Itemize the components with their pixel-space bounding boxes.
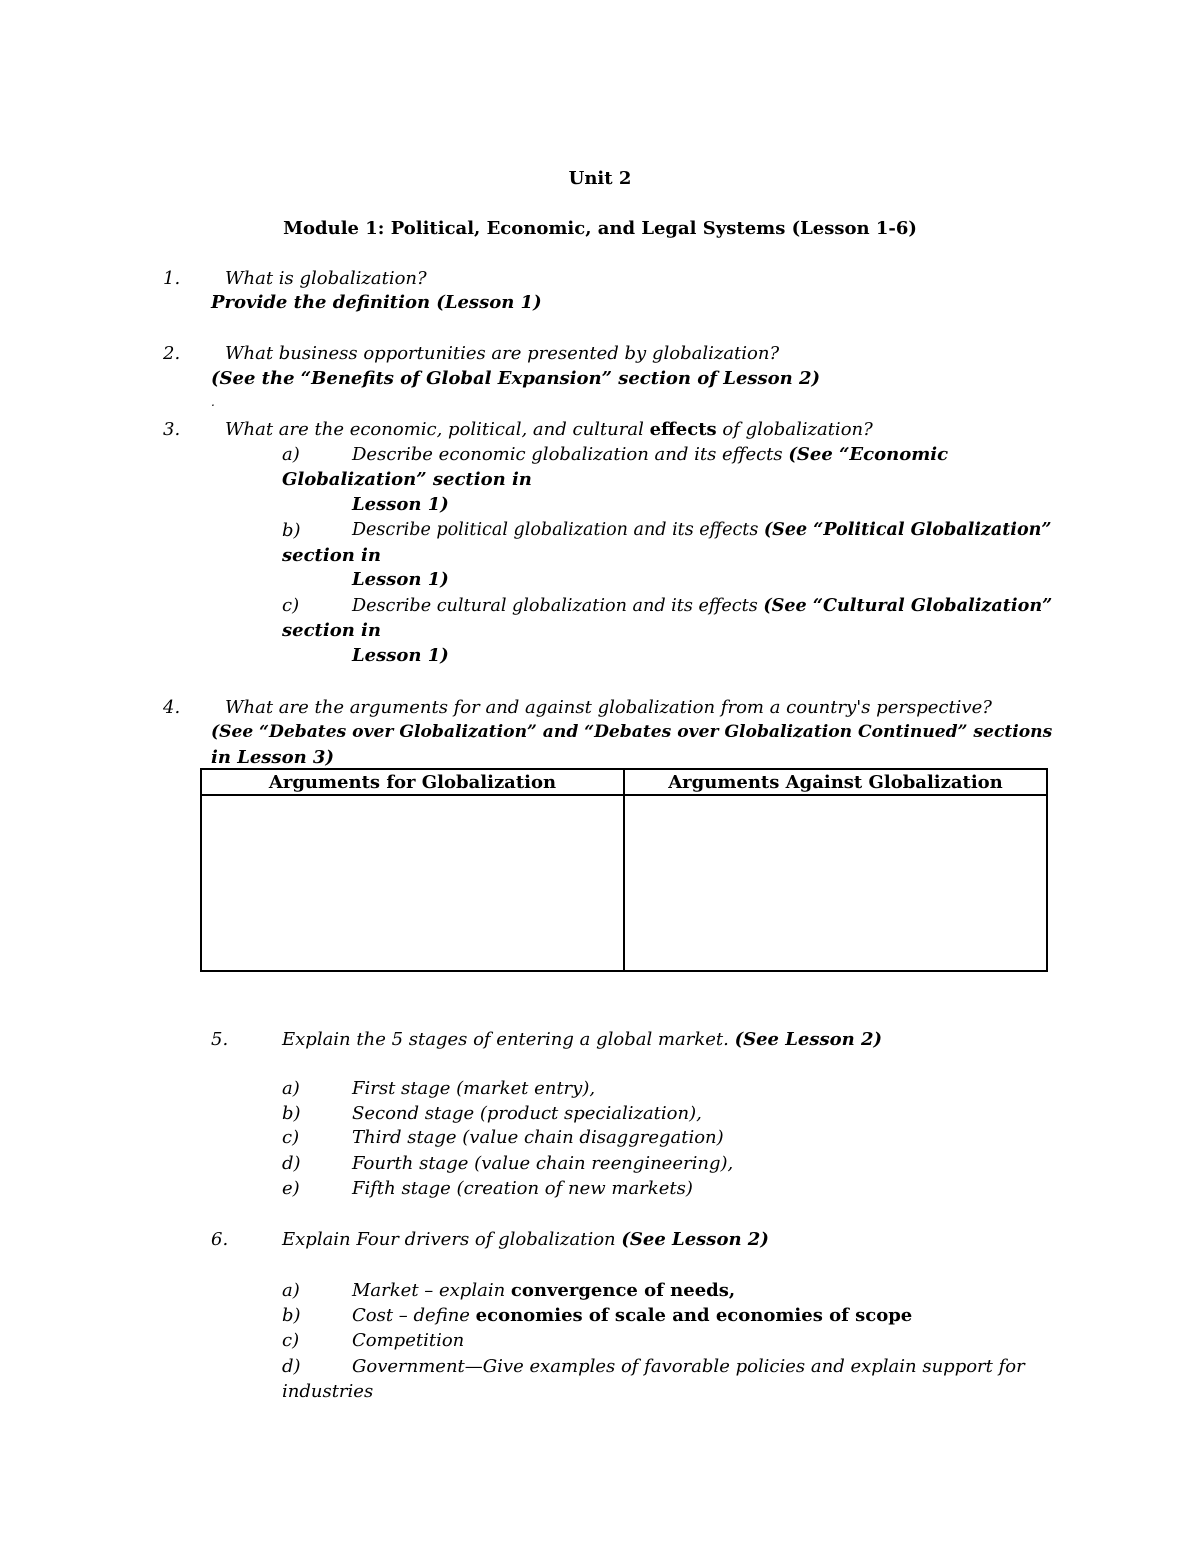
q1-hint: Provide the definition (Lesson 1) <box>211 292 542 313</box>
q3a-ref-lesson: Lesson 1) <box>352 494 449 515</box>
q5-number: 5. <box>211 1029 229 1050</box>
q5-ref: (See Lesson 2) <box>734 1029 883 1050</box>
q3c-ref: (See “Cultural Globalization” <box>763 595 1053 616</box>
q3-question <box>225 417 873 442</box>
q3a-letter: a) <box>282 444 300 465</box>
q5a-letter: a) <box>282 1078 300 1099</box>
q3-question-bold: effects <box>649 419 717 440</box>
arguments-table-row <box>201 795 1047 971</box>
q4-hint-line1: (See “Debates over Globalization” and “Debates over Globalization Continued” sections <box>211 722 1053 742</box>
q6-ref: (See Lesson 2) <box>621 1229 769 1250</box>
q3a-text <box>352 442 948 467</box>
q6d-text: Government—Give examples of favorable policies and explain support for <box>352 1356 1025 1377</box>
q3b-ref: (See “Political Globalization” <box>763 520 1052 540</box>
q6c-text: Competition <box>352 1330 465 1351</box>
q5e-letter: e) <box>282 1178 300 1199</box>
q3-question-pre: What are the economic, political, and cultural <box>225 419 650 440</box>
q5b-text: Second stage (product specialization), <box>352 1103 702 1124</box>
q3c-letter: c) <box>282 595 300 616</box>
col-arguments-for: Arguments for Globalization <box>201 769 624 795</box>
q6b-desc: Cost – define <box>352 1305 476 1326</box>
q6a-bold: convergence of needs, <box>510 1280 736 1301</box>
q6-question-text: Explain Four drivers of globalization <box>282 1229 622 1250</box>
q3a-desc: Describe economic globalization and its effects <box>352 444 789 465</box>
q5c-text: Third stage (value chain disaggregation) <box>352 1127 724 1148</box>
q6b-letter: b) <box>282 1305 301 1326</box>
q5d-text: Fourth stage (value chain reengineering), <box>352 1153 734 1174</box>
q3-question-post: of globalization? <box>716 419 873 440</box>
q2-hint: (See the “Benefits of Global Expansion” section of Lesson 2) <box>211 368 821 389</box>
q2-question: What business opportunities are presented by globalization? <box>225 343 780 364</box>
arguments-table <box>200 768 1048 972</box>
arguments-table-header <box>201 769 1047 795</box>
q6b-text <box>352 1303 912 1328</box>
q3b-text <box>352 518 1051 543</box>
q6a-letter: a) <box>282 1280 300 1301</box>
q3c-text <box>352 593 1052 619</box>
q5d-letter: d) <box>282 1153 301 1174</box>
q4-question: What are the arguments for and against globalization from a country's perspective? <box>225 697 992 718</box>
q5a-text: First stage (market entry), <box>352 1078 596 1099</box>
q5-question-text: Explain the 5 stages of entering a global market. <box>282 1029 735 1050</box>
q4-number: 4. <box>163 697 181 718</box>
q1-number: 1. <box>163 268 181 289</box>
q3a-ref: (See “Economic <box>788 444 949 465</box>
q2-number: 2. <box>163 343 181 364</box>
q6a-desc: Market – explain <box>352 1280 511 1301</box>
q6-question <box>282 1227 769 1252</box>
q5-question <box>282 1027 882 1052</box>
q3a-ref-cont: Globalization” section in <box>282 469 532 490</box>
q3b-letter: b) <box>282 520 301 541</box>
q3b-ref-cont: section in <box>282 545 381 566</box>
q1-question: What is globalization? <box>225 268 427 289</box>
q4-hint-line2: in Lesson 3) <box>211 747 334 768</box>
q3c-ref-lesson: Lesson 1) <box>352 645 449 666</box>
col-arguments-against: Arguments Against Globalization <box>624 769 1047 795</box>
module-title: Module 1: Political, Economic, and Legal Systems (Lesson 1-6) <box>283 218 917 239</box>
q3c-ref-cont: section in <box>282 620 381 641</box>
q3b-ref-lesson: Lesson 1) <box>352 569 449 590</box>
q6c-letter: c) <box>282 1330 300 1351</box>
q5b-letter: b) <box>282 1103 301 1124</box>
q6a-text <box>352 1278 735 1303</box>
q3-number: 3. <box>163 419 181 440</box>
q6d-text-cont: industries <box>282 1381 374 1402</box>
unit-title: Unit 2 <box>568 168 632 189</box>
q5c-letter: c) <box>282 1127 300 1148</box>
q6-number: 6. <box>211 1229 229 1250</box>
q5e-text: Fifth stage (creation of new markets) <box>352 1178 693 1199</box>
q3c-desc: Describe cultural globalization and its effects <box>352 596 764 616</box>
q6b-bold: economies of scale and economies of scope <box>475 1305 913 1326</box>
cell-arguments-against[interactable] <box>624 795 1047 971</box>
q3b-desc: Describe political globalization and its effects <box>352 520 764 540</box>
q6d-letter: d) <box>282 1356 301 1377</box>
cell-arguments-for[interactable] <box>201 795 624 971</box>
q2-stray-mark: . <box>211 395 215 409</box>
